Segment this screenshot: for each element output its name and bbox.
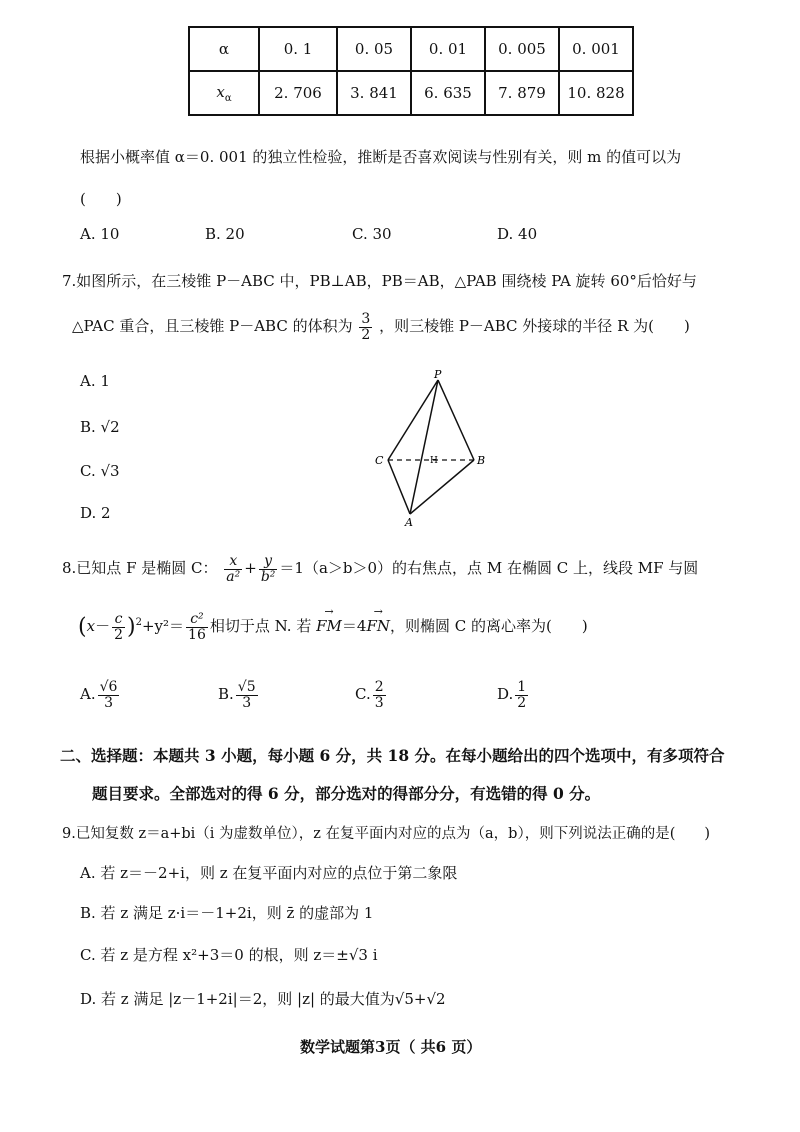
edge-pb: [438, 380, 474, 460]
table-row: [189, 27, 633, 71]
circle-center-fraction: $\frac{c}{2}$: [114, 611, 123, 643]
q9-option-d: D. 若 z 满足 |z－1+2i|＝2，则 |z| 的最大值为√5+√2: [80, 990, 446, 1008]
q6-option-c: C. 30: [352, 225, 392, 243]
critical-value-table: [188, 26, 634, 116]
ellipse-y-term: $\frac{y}{\text{b²}}$: [260, 553, 276, 585]
table-cell: 7. 879: [485, 71, 559, 115]
q9-option-c: C. 若 z 是方程 x²+3＝0 的根，则 z＝±√3 i: [80, 946, 378, 964]
tetrahedron-figure: [360, 368, 500, 530]
label-h: H: [430, 456, 438, 466]
q6-option-d: D. 40: [497, 225, 538, 243]
table-cell: 0. 005: [485, 27, 559, 71]
q8-option-a: A. $\frac{√6}{3}$: [80, 679, 118, 711]
q6-text: 根据小概率值 α＝0. 001 的独立性检验，推断是否喜欢阅读与性别有关，则 m 的值可以为: [80, 148, 682, 166]
q7-option-c: C. √3: [80, 462, 120, 480]
q8-option-c: C. $\frac{2}{3}$: [355, 679, 384, 711]
q6-option-a: A. 10: [80, 225, 120, 243]
section2-instructions: 题目要求。全部选对的得 6 分，部分选对的得部分分，有选错的得 0 分。: [92, 784, 601, 803]
q8-line2: (x－ $\frac{c}{2}$ )$^2$+y²＝ $\frac{\text{c²}}{16}$ 相切于点 N. 若 → FM＝4→ FN，则椭圆 C 的离心率为( ): [78, 612, 588, 642]
table-cell: 2. 706: [259, 71, 337, 115]
table-cell: 10. 828: [559, 71, 633, 115]
label-a: A: [405, 516, 413, 529]
table-cell: 0. 1: [259, 27, 337, 71]
label-c: C: [375, 454, 384, 467]
q8-option-d: D. $\frac{1}{2}$: [497, 679, 527, 711]
x-alpha-header: $x_\alpha$: [189, 71, 259, 115]
circle-radius-fraction: $\frac{\text{c²}}{16}$: [188, 611, 206, 643]
table-row: [189, 71, 633, 115]
q7-option-a: A. 1: [80, 372, 110, 390]
alpha-header: α: [189, 27, 259, 71]
q8-line1: 8.已知点 F 是椭圆 C： $\frac{x}{\text{a²}}$ + $\frac{y}{\text{b²}}$ ＝1（a＞b＞0）的右焦点，点 M 在椭圆 C 上，线段 MF 与圆: [62, 553, 699, 585]
edge-pc: [388, 380, 438, 460]
q6-answer-paren: ( ): [80, 190, 122, 208]
label-p: P: [434, 368, 442, 381]
volume-fraction: $\frac{3}{2}$: [361, 311, 371, 343]
table-cell: 0. 001: [559, 27, 633, 71]
ellipse-x-term: $\frac{x}{\text{a²}}$: [226, 553, 241, 585]
table-cell: 6. 635: [411, 71, 485, 115]
edge-ca: [388, 460, 410, 514]
q6-option-b: B. 20: [205, 225, 245, 243]
page-footer: 数学试题第3页（ 共6 页）: [300, 1038, 482, 1056]
q7-line2: △PAC 重合，且三棱锥 P－ABC 的体积为 $\frac{3}{2}$ ，则三棱锥 P－ABC 外接球的半径 R 为( ): [72, 311, 690, 343]
q9-stem: 9.已知复数 z＝a+bi（i 为虚数单位），z 在复平面内对应的点为（a，b），则下列说法正确的是( ): [62, 826, 711, 842]
q7-option-d: D. 2: [80, 504, 111, 522]
table-cell: 0. 01: [411, 27, 485, 71]
table-cell: 3. 841: [337, 71, 411, 115]
q9-option-a: A. 若 z＝－2+i，则 z 在复平面内对应的点位于第二象限: [80, 864, 458, 882]
q8-option-b: B. $\frac{√5}{3}$: [218, 679, 256, 711]
q7-line1: 7.如图所示，在三棱锥 P－ABC 中，PB⊥AB，PB＝AB，△PAB 围绕棱 PA 旋转 60°后恰好与: [62, 272, 697, 290]
section2-heading: 二、选择题：本题共 3 小题，每小题 6 分，共 18 分。在每小题给出的四个选项中，有多项符合: [60, 746, 725, 765]
q7-option-b: B. √2: [80, 418, 120, 436]
q9-option-b: B. 若 z 满足 z·i＝－1+2i，则 z̄ 的虚部为 1: [80, 904, 374, 922]
label-b: B: [477, 454, 486, 467]
table-cell: 0. 05: [337, 27, 411, 71]
